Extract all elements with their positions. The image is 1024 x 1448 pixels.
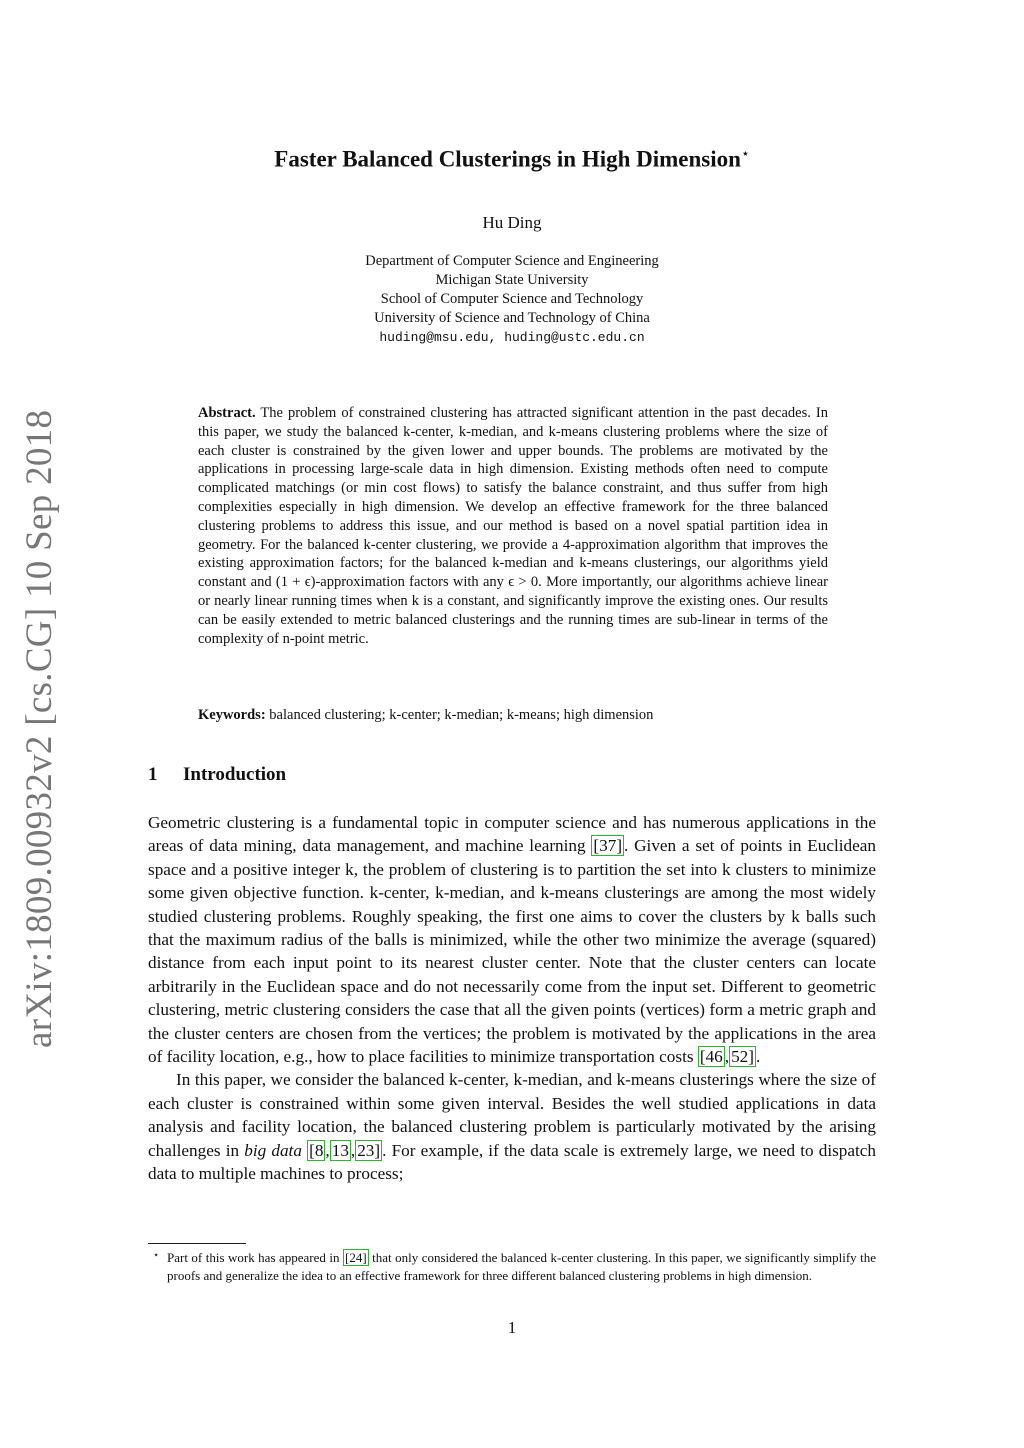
affiliation-line: School of Computer Science and Technology — [380, 291, 644, 307]
paragraph: Geometric clustering is a fundamental topic in computer science and has numerous applications in the areas of data mining, data management, and machine learning [37] . Given a set of points in Euclidean space and a positive integer k, the problem of clustering is to partition the set into k clusters to minimize some given objective function. k-center, k-median, and k-means clusterings are among the most widely studied clustering problems. Roughly speaking, the first one aims to cover the clusters by k balls such that the maximum radius of the balls is minimized, while the other two minimize the average (squared) distance from each input point to its nearest cluster center. Note that the cluster centers can locate arbitrarily in the Euclidean space and do not necessarily come from the input set. Different to geometric clustering, metric clustering considers the case that all the given points (vertices) form a metric graph and the cluster centers are chosen from the vertices; the problem is motivated by the applications in the area of facility location, e.g., how to place facilities to minimize transportation costs [46 , 52] . — [148, 813, 876, 1067]
section-heading — [148, 764, 286, 786]
footnote-rule — [148, 1243, 246, 1244]
abstract-label: Abstract. — [198, 405, 256, 421]
title-footnote-mark: ⋆ — [740, 147, 750, 162]
text-run: . — [756, 1047, 761, 1067]
citation-link[interactable]: [46 — [699, 1047, 723, 1067]
keywords-label: Keywords: — [198, 707, 266, 723]
body-text — [148, 811, 876, 1186]
author-name: Hu Ding — [482, 213, 542, 232]
text-run: that only considered the balanced k-center clustering. In this paper, we significantly simplify the proofs and generalize the idea to an effective framework for three different balanced clustering problems in high dimension. — [167, 1250, 877, 1284]
citation-link[interactable]: [24] — [344, 1250, 367, 1265]
citation-link[interactable]: 23] — [357, 1140, 381, 1160]
footnote — [148, 1249, 876, 1286]
text-run: . For example, if the data scale is extremely large, we need to dispatch data to multiple machines to process; — [148, 1140, 877, 1184]
arxiv-identifier: arXiv:1809.00932v2 [cs.CG] 10 Sep 2018 — [19, 409, 60, 1048]
text-run: Geometric clustering is a fundamental topic in computer science and has numerous applications in the areas of data mining, data management, and machine learning — [148, 813, 876, 856]
author-emails: huding@msu.edu, huding@ustc.edu.cn — [379, 330, 645, 345]
affiliation-line: University of Science and Technology of China — [374, 310, 650, 326]
keywords — [198, 707, 828, 724]
abstract — [198, 404, 828, 648]
affiliation-line: Michigan State University — [435, 272, 589, 288]
text-run: In this paper, we consider the balanced k-center, k-median, and k-means clusterings where the size of each cluster is constrained within some given interval. Besides the well studied applications in data analysis and facility location, the balanced clustering problem is particularly motivated by the arising challenges in — [148, 1070, 876, 1160]
section-number: 1 — [148, 764, 158, 785]
affiliation-line: Department of Computer Science and Engineering — [365, 253, 659, 269]
footnote-text — [148, 1249, 876, 1286]
page-number: 1 — [507, 1318, 517, 1337]
italic-term: big data — [244, 1140, 302, 1160]
abstract-text: The problem of constrained clustering has attracted significant attention in the past decades. In this paper, we study the balanced k-center, k-median, and k-means clustering problems where the size of each cluster is constrained by the given lower and upper bounds. The problems are motivated by the applications in processing large-scale data in high dimension. Existing methods often need to compute complicated matchings (or min cost flows) to satisfy the balance constraint, and thus suffer from high complexities especially in high dimension. We develop an effective framework for the three balanced clustering problems to address this issue, and our method is based on a novel spatial partition idea in geometry. For the balanced k-center clustering, we provide a 4-approximation algorithm that improves the existing approximation factors; for the balanced k-median and k-means clusterings, our algorithms yield constant and (1 + ϵ)-approximation factors with any ϵ > 0. More importantly, our algorithms achieve linear or nearly linear running times when k is a constant, and significantly improve the existing ones. Our results can be easily extended to metric balanced clusterings and the running times are sub-linear in terms of the complexity of n-point metric. — [198, 405, 828, 647]
citation-link[interactable]: [37] — [593, 836, 623, 856]
affiliations — [0, 252, 1024, 347]
citation-link[interactable]: 52] — [731, 1047, 754, 1067]
title-text: Faster Balanced Clusterings in High Dimension — [274, 146, 741, 172]
footnote-mark: ⋆ — [153, 1250, 160, 1261]
section-title: Introduction — [183, 764, 287, 785]
paragraph: In this paper, we consider the balanced k-center, k-median, and k-means clusterings where the size of each cluster is constrained within some given interval. Besides the well studied applications in data analysis and facility location, the balanced clustering problem is particularly motivated by the arising challenges in big data [8 , 13 , 23] . For example, if the data scale is extremely large, we need to dispatch data to multiple machines to process; — [148, 1070, 877, 1184]
paper-title — [0, 146, 1024, 173]
citation-link[interactable]: [8 — [309, 1140, 324, 1160]
text-run: Part of this work has appeared in — [167, 1250, 343, 1265]
text-run: . Given a set of points in Euclidean space and a positive integer k, the problem of clustering is to partition the set into k clusters to minimize some given objective function. k-center, k-median, and k-means clusterings are among the most widely studied clustering problems. Roughly speaking, the first one aims to cover the clusters by k balls such that the maximum radius of the balls is minimized, while the other two minimize the average (squared) distance from each input point to its nearest cluster center. Note that the cluster centers can locate arbitrarily in the Euclidean space and do not necessarily come from the input set. Different to geometric clustering, metric clustering considers the case that all the given points (vertices) form a metric graph and the cluster centers are chosen from the vertices; the problem is motivated by the applications in the area of facility location, e.g., how to place facilities to minimize transportation costs — [148, 836, 876, 1067]
keywords-text: balanced clustering; k-center; k-median; k-means; high dimension — [269, 707, 654, 723]
citation-link[interactable]: 13 — [331, 1140, 349, 1160]
